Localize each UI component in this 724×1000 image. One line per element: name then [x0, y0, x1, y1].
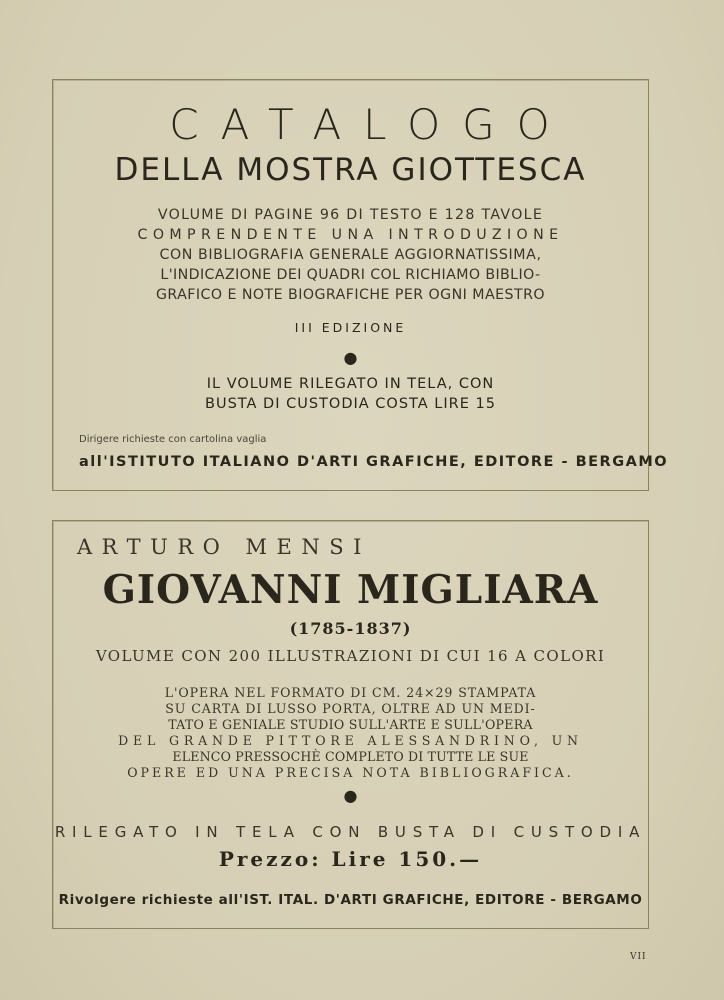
ad1-order-note: Dirigere richieste con cartolina vaglia [79, 434, 267, 445]
ad2-price: Prezzo: Lire 150.— [218, 847, 483, 871]
advertisement-giovanni-migliara [52, 520, 649, 929]
ad2-description-line: L'OPERA NEL FORMATO DI CM. 24×29 STAMPATA [164, 685, 537, 700]
ad2-description-line: ELENCO PRESSOCHÈ COMPLETO DI TUTTE LE SUE [172, 749, 529, 764]
ad2-description-line: TATO E GENIALE STUDIO SULL'ARTE E SULL'OPERA [168, 717, 533, 732]
advertisement-catalogo-mostra-giottesca [52, 79, 669, 491]
ad2-binding: RILEGATO IN TELA CON BUSTA DI CUSTODIA [54, 823, 647, 841]
ad2-volume-info: VOLUME CON 200 ILLUSTRAZIONI DI CUI 16 A COLORI [95, 647, 606, 665]
ad2-description-line: OPERE ED UNA PRECISA NOTA BIBLIOGRAFICA. [127, 765, 574, 780]
ad1-subtitle: DELLA MOSTRA GIOTTESCA [114, 152, 587, 188]
ad2-title: GIOVANNI MIGLIARA [102, 567, 599, 613]
ad1-description-line: L'INDICAZIONE DEI QUADRI COL RICHIAMO BIBLIO- [160, 267, 541, 283]
ad1-edition: III EDIZIONE [294, 320, 407, 335]
bullet-icon: ● [343, 786, 358, 805]
ad2-publisher: Rivolgere richieste all'IST. ITAL. D'ARTI GRAFICHE, EDITORE - BERGAMO [58, 892, 643, 908]
ad1-title: CATALOGO [169, 100, 572, 149]
ad2-dates: (1785-1837) [289, 619, 412, 638]
page-number: VII [630, 952, 647, 962]
ad1-description-line: VOLUME DI PAGINE 96 DI TESTO E 128 TAVOLE [157, 207, 544, 223]
bullet-icon: ● [343, 348, 358, 367]
ad1-description-line: COMPRENDENTE UNA INTRODUZIONE [137, 227, 564, 243]
ad2-description-line: SU CARTA DI LUSSO PORTA, OLTRE AD UN MEDI- [165, 701, 536, 716]
ad1-description-line: CON BIBLIOGRAFIA GENERALE AGGIORNATISSIMA, [159, 247, 542, 263]
ad2-description-line: DEL GRANDE PITTORE ALESSANDRINO, UN [118, 733, 583, 748]
ad1-price-line: BUSTA DI CUSTODIA COSTA LIRE 15 [205, 396, 496, 412]
ad1-publisher: all'ISTITUTO ITALIANO D'ARTI GRAFICHE, EDITORE - BERGAMO [79, 454, 669, 470]
ad1-description-line: GRAFICO E NOTE BIOGRAFICHE PER OGNI MAESTRO [155, 287, 546, 303]
ad2-author: ARTURO MENSI [77, 535, 371, 559]
ad1-price-line: IL VOLUME RILEGATO IN TELA, CON [206, 376, 495, 392]
